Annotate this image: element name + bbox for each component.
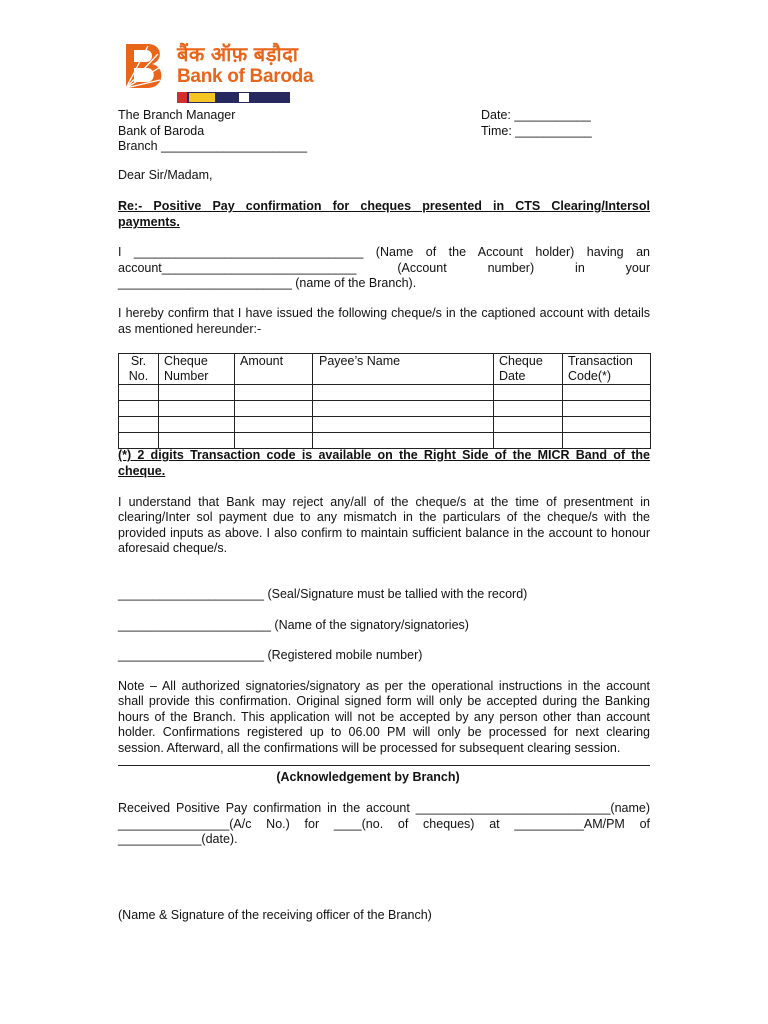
- cell-transaction-code[interactable]: [563, 417, 651, 433]
- cell-payee-name[interactable]: [313, 385, 494, 401]
- section-divider: [118, 765, 650, 766]
- para1-line-2: account____________________________ (Account number) in your: [118, 261, 650, 275]
- table-header-row: [119, 354, 651, 385]
- seal-signature-line: _____________________ (Seal/Signature must be tallied with the record): [118, 587, 528, 601]
- note-line-4: holder. Confirmations registered up to 06.00 PM will only be processed for next clearing: [118, 725, 650, 739]
- cell-sr-no[interactable]: [119, 417, 159, 433]
- para2-line-2: as mentioned hereunder:-: [118, 322, 262, 336]
- cell-amount[interactable]: [235, 385, 313, 401]
- cell-cheque-number[interactable]: [159, 433, 235, 449]
- cell-cheque-number[interactable]: [159, 401, 235, 417]
- bank-name-hindi: बैंक ऑफ़ बड़ौदा: [177, 44, 299, 66]
- subject-line-2: payments.: [118, 215, 180, 229]
- note-line-1: Note – All authorized signatories/signatory as per the operational instructions in the account: [118, 679, 650, 693]
- bank-name-english: Bank of Baroda: [177, 66, 314, 87]
- to-line-2: Bank of Baroda: [118, 123, 205, 138]
- time-field: Time: ___________: [481, 123, 592, 138]
- strip-red-block: [177, 92, 187, 103]
- cell-sr-no[interactable]: [119, 385, 159, 401]
- table-row: [119, 401, 651, 417]
- para3-line-2: clearing/Inter sol payment due to any mismatch in the particulars of the cheque/s with the: [118, 510, 650, 524]
- cheque-table: [118, 353, 651, 449]
- subject-line-1: Re:- Positive Pay confirmation for cheques presented in CTS Clearing/Intersol: [118, 199, 650, 213]
- table-row: [119, 433, 651, 449]
- addressee: [118, 108, 307, 155]
- salutation: Dear Sir/Madam,: [118, 168, 213, 182]
- cell-sr-no[interactable]: [119, 401, 159, 417]
- col-header-cheque-date: Cheque Date: [494, 354, 563, 385]
- cell-cheque-number[interactable]: [159, 385, 235, 401]
- para3-line-4: aforesaid cheque/s.: [118, 541, 228, 555]
- cell-cheque-date[interactable]: [494, 433, 563, 449]
- ack-line-3: ____________(date).: [118, 832, 238, 846]
- para3-line-3: provided inputs as above. I also confirm to maintain sufficient balance in the account to honour: [118, 526, 650, 540]
- para1-line-1: I _________________________________ (Name of the Account holder) having an: [118, 245, 650, 259]
- cell-amount[interactable]: [235, 433, 313, 449]
- to-line-1: The Branch Manager: [118, 108, 236, 122]
- para2-line-1: I hereby confirm that I have issued the following cheque/s in the captioned account with details: [118, 306, 650, 320]
- date-time-block: [481, 108, 592, 139]
- col-header-sr-no: Sr. No.: [119, 354, 159, 385]
- cell-amount[interactable]: [235, 401, 313, 417]
- cell-cheque-date[interactable]: [494, 401, 563, 417]
- cell-sr-no[interactable]: [119, 433, 159, 449]
- cell-transaction-code[interactable]: [563, 385, 651, 401]
- logo-strip: [177, 92, 290, 103]
- cell-payee-name[interactable]: [313, 433, 494, 449]
- ack-line-2: ________________(A/c No.) for ____(no. of cheques) at __________AM/PM of: [118, 817, 650, 831]
- cell-cheque-number[interactable]: [159, 417, 235, 433]
- cell-transaction-code[interactable]: [563, 433, 651, 449]
- col-header-payee-name: Payee’s Name: [313, 354, 494, 385]
- strip-yellow-block: [189, 93, 215, 102]
- table-row: [119, 385, 651, 401]
- code-note-line-1: (*) 2 digits Transaction code is available on the Right Side of the MICR Band of the: [118, 448, 650, 462]
- ack-title: (Acknowledgement by Branch): [276, 770, 460, 784]
- note-line-2: shall provide this confirmation. Original signed form will only be accepted during the Banking: [118, 694, 650, 708]
- mobile-number-line: _____________________ (Registered mobile number): [118, 648, 423, 662]
- cell-amount[interactable]: [235, 417, 313, 433]
- signatory-name-line: ______________________ (Name of the signatory/signatories): [118, 618, 469, 632]
- cell-payee-name[interactable]: [313, 417, 494, 433]
- cell-cheque-date[interactable]: [494, 385, 563, 401]
- bank-logo-icon: [118, 40, 170, 92]
- ack-line-1: Received Positive Pay confirmation in the account ____________________________(name): [118, 801, 650, 815]
- note-line-5: session. Afterward, all the confirmations will be processed for subsequent clearing session.: [118, 741, 621, 755]
- cell-cheque-date[interactable]: [494, 417, 563, 433]
- para3-line-1: I understand that Bank may reject any/all of the cheque/s at the time of presentment in: [118, 495, 650, 509]
- note-line-3: hours of the Branch. This application will not be accepted by any person other than account: [118, 710, 650, 724]
- date-field: Date: ___________: [481, 108, 591, 122]
- strip-white-block: [239, 93, 249, 102]
- code-note-line-2: cheque.: [118, 464, 166, 478]
- cell-transaction-code[interactable]: [563, 401, 651, 417]
- col-header-amount: Amount: [235, 354, 313, 385]
- cell-payee-name[interactable]: [313, 401, 494, 417]
- table-row: [119, 417, 651, 433]
- para1-line-3: _________________________ (name of the Branch).: [118, 276, 417, 290]
- receiving-officer-line: (Name & Signature of the receiving officer of the Branch): [118, 908, 432, 922]
- to-line-3: Branch _____________________: [118, 139, 308, 153]
- col-header-transaction-code: Transaction Code(*): [563, 354, 651, 385]
- col-header-cheque-number: Cheque Number: [159, 354, 235, 385]
